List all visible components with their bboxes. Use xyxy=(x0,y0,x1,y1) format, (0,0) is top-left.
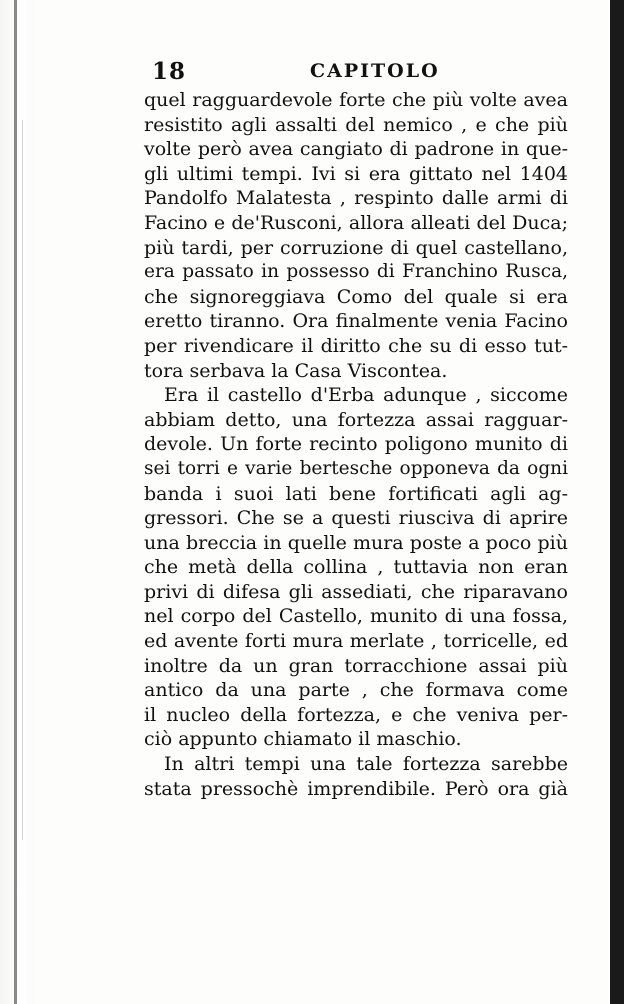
text-line: eretto tiranno. Ora finalmente venia Facino xyxy=(144,310,568,333)
text-line: era passato in possesso di Franchino Rusca, xyxy=(144,261,568,283)
text-line: resistito agli assalti del nemico , e che più xyxy=(144,113,568,136)
text-line: devole. Un forte recinto poligono munito di xyxy=(144,433,568,456)
text-line: antico da una parte , che formava come xyxy=(144,679,568,702)
text-line: banda i suoi lati bene fortificati agli ag- xyxy=(144,482,568,505)
text-line: ed avente forti mura merlate , torricelle, ed xyxy=(144,630,568,653)
text-line: ciò appunto chiamato il maschio. xyxy=(144,728,462,751)
text-line: Pandolfo Malatesta , respinto dalle armi di xyxy=(144,187,568,210)
running-head: CAPITOLO xyxy=(310,60,440,82)
text-line: una breccia in quelle mura poste a poco più xyxy=(144,531,568,554)
text-line: quel ragguardevole forte che più volte avea xyxy=(144,89,568,111)
page-header xyxy=(152,58,564,90)
text-line: il nucleo della fortezza, e che veniva per- xyxy=(144,703,568,726)
text-line: inoltre da un gran torracchione assai più xyxy=(144,654,568,677)
text-line: sei torri e varie bertesche opponeva da ogni xyxy=(144,457,568,479)
text-line: privi di difesa gli assediati, che riparavano xyxy=(144,580,568,603)
scan-edge xyxy=(610,0,624,1004)
text-line: per rivendicare il diritto che su di esso tut- xyxy=(144,334,568,357)
text-line: volte però avea cangiato di padrone in que- xyxy=(144,138,568,161)
text-line: In altri tempi una tale fortezza sarebbe xyxy=(164,753,568,776)
text-line: Era il castello d'Erba adunque , siccome xyxy=(164,384,568,407)
page-number: 18 xyxy=(152,58,187,85)
body-text xyxy=(144,88,568,801)
binding-crease xyxy=(22,120,23,840)
text-line: più tardi, per corruzione di quel castellano, xyxy=(144,236,568,259)
text-line: che metà della collina , tuttavia non eran xyxy=(144,556,568,579)
text-line: stata pressochè imprendibile. Però ora già xyxy=(144,777,568,800)
text-line: gli ultimi tempi. Ivi si era gittato nel 1404 xyxy=(144,162,568,185)
text-line: gressori. Che se a questi riusciva di aprire xyxy=(144,507,568,530)
text-line: nel corpo del Castello, munito di una fossa, xyxy=(144,605,568,628)
text-line: Facino e de'Rusconi, allora alleati del Duca; xyxy=(144,211,568,234)
page-gutter xyxy=(0,0,34,1004)
text-line: tora serbava la Casa Viscontea. xyxy=(144,359,448,382)
binding-shadow xyxy=(14,0,17,1004)
text-line: abbiam detto, una fortezza assai ragguar- xyxy=(144,408,568,431)
text-line: che signoreggiava Como del quale si era xyxy=(144,285,568,308)
